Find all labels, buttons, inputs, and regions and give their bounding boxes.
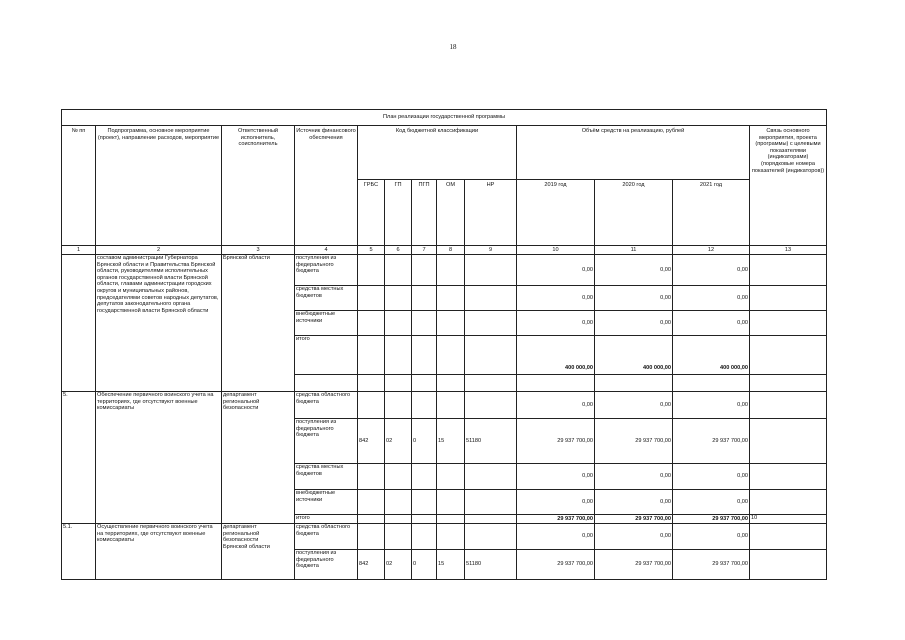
indicator-link: 10 [750,515,827,524]
amount-2020: 0,00 [595,286,673,311]
code-gp [385,464,412,490]
code-pgp [412,490,437,515]
amount-2019: 29 937 700,00 [517,419,595,464]
header-2019: 2019 год [517,180,595,246]
row-num-cell [62,255,96,392]
amount-2019: 0,00 [517,524,595,550]
column-number: 9 [465,246,517,255]
header-num: № пп [62,126,96,246]
indicator-link [750,419,827,464]
funding-source: средства местных бюджетов [295,286,358,311]
executor-region: Брянской области [223,543,270,550]
amount-2021: 400 000,00 [673,336,750,375]
amount-2020: 0,00 [595,311,673,336]
amount-2020: 0,00 [595,255,673,286]
code-gp [385,490,412,515]
funding-source: поступления из федерального бюджета [295,419,358,464]
funding-source: внебюджетные источники [295,490,358,515]
indicator-link [750,490,827,515]
funding-source: внебюджетные источники [295,311,358,336]
program-name: Обеспечение первичного воинского учета на территориях, где отсутствуют военные комиссариаты [96,392,222,524]
amount-2019: 0,00 [517,490,595,515]
amount-2021: 0,00 [673,464,750,490]
amount-2019: 29 937 700,00 [517,515,595,524]
amount-2021: 0,00 [673,255,750,286]
code-grbs: 842 [358,419,385,464]
code-nr [465,515,517,524]
header-2020: 2020 год [595,180,673,246]
amount-2020: 0,00 [595,464,673,490]
column-number: 8 [437,246,465,255]
amount-2019: 0,00 [517,464,595,490]
column-number: 5 [358,246,385,255]
code-nr [465,524,517,550]
code-nr [465,490,517,515]
code-grbs [358,524,385,550]
code-nr: 51180 [465,550,517,580]
code-gp: 02 [385,550,412,580]
column-number: 7 [412,246,437,255]
executor-department: департамент региональной безопасности [223,524,260,544]
header-program: Подпрограмма, основное мероприятие (проект), направление расходов, мероприятие [96,126,222,246]
code-nr: 51180 [465,419,517,464]
header-gp: ГП [385,180,412,246]
row-number: 5.1. [62,524,96,580]
funding-source: поступления из федерального бюджета [295,255,358,286]
header-nr: НР [465,180,517,246]
code-om [437,464,465,490]
amount-2019: 0,00 [517,255,595,286]
header-funding: Объём средств на реализацию, рублей [517,126,750,180]
code-pgp [412,392,437,419]
code-grbs [358,464,385,490]
funding-source: средства областного бюджета [295,392,358,419]
code-pgp [412,515,437,524]
amount-2021: 29 937 700,00 [673,550,750,580]
code-gp [385,515,412,524]
header-grbs: ГРБС [358,180,385,246]
code-grbs [358,392,385,419]
amount-2019: 0,00 [517,311,595,336]
amount-2021: 29 937 700,00 [673,515,750,524]
header-2021: 2021 год [673,180,750,246]
header-link: Связь основного мероприятия, проекта (программы) с целевыми показателями (индикаторами) (порядковые номера показателей (индикаторов)) [750,126,827,246]
amount-2021: 0,00 [673,490,750,515]
amount-2020: 0,00 [595,490,673,515]
code-pgp [412,464,437,490]
code-nr [465,464,517,490]
funding-source: итого [295,336,358,375]
executor-name: Брянской области [222,255,295,392]
column-number: 6 [385,246,412,255]
amount-2021: 0,00 [673,392,750,419]
code-om: 15 [437,419,465,464]
implementation-plan-table [61,109,827,580]
page-number: 18 [449,43,457,51]
header-budget-code: Код бюджетной классификации [358,126,517,180]
column-number: 13 [750,246,827,255]
amount-2019: 29 937 700,00 [517,550,595,580]
amount-2019: 0,00 [517,392,595,419]
code-gp: 02 [385,419,412,464]
amount-2020: 0,00 [595,392,673,419]
amount-2020: 0,00 [595,524,673,550]
code-pgp [412,524,437,550]
funding-source: поступления из федерального бюджета [295,550,358,580]
indicator-link [750,392,827,419]
column-number: 11 [595,246,673,255]
code-pgp: 0 [412,550,437,580]
code-gp [385,524,412,550]
code-grbs [358,490,385,515]
amount-2019: 0,00 [517,286,595,311]
code-gp [385,392,412,419]
amount-2021: 0,00 [673,524,750,550]
column-number: 10 [517,246,595,255]
code-pgp: 0 [412,419,437,464]
indicator-link [750,464,827,490]
executor-name: департамент региональной безопасности [222,392,295,524]
code-om [437,524,465,550]
program-name: Осуществление первичного воинского учета на территориях, где отсутствуют военные комиссариаты [96,524,222,580]
header-pgp: ПГП [412,180,437,246]
amount-2019: 400 000,00 [517,336,595,375]
amount-2021: 0,00 [673,311,750,336]
funding-source: итого [295,515,358,524]
header-om: ОМ [437,180,465,246]
indicator-link [750,524,827,550]
header-executor: Ответственный исполнитель, соисполнитель [222,126,295,246]
column-number: 2 [96,246,222,255]
column-number: 1 [62,246,96,255]
amount-2020: 29 937 700,00 [595,550,673,580]
column-number: 4 [295,246,358,255]
code-nr [465,392,517,419]
funding-source: средства областного бюджета [295,524,358,550]
table-title: План реализации государственной программы [62,110,827,126]
indicator-link [750,550,827,580]
column-number: 12 [673,246,750,255]
amount-2020: 400 000,00 [595,336,673,375]
code-om [437,515,465,524]
header-source: Источник финансового обеспечения [295,126,358,246]
column-number: 3 [222,246,295,255]
code-grbs [358,515,385,524]
amount-2020: 29 937 700,00 [595,419,673,464]
code-om: 15 [437,550,465,580]
code-om [437,392,465,419]
amount-2020: 29 937 700,00 [595,515,673,524]
code-om [437,490,465,515]
funding-source: средства местных бюджетов [295,464,358,490]
code-grbs: 842 [358,550,385,580]
amount-2021: 29 937 700,00 [673,419,750,464]
amount-2021: 0,00 [673,286,750,311]
program-name: составом администрации Губернатора Брянской области и Правительства Брянской области, руководителями исполнительных органов государственной власти Брянской области, главами администрации городских округов и муниципальных районов, председателями советов народных депутатов, депутатов законодательного органа государственной власти Брянской области [96,255,222,392]
row-number: 5. [62,392,96,524]
executor-name [222,524,295,580]
